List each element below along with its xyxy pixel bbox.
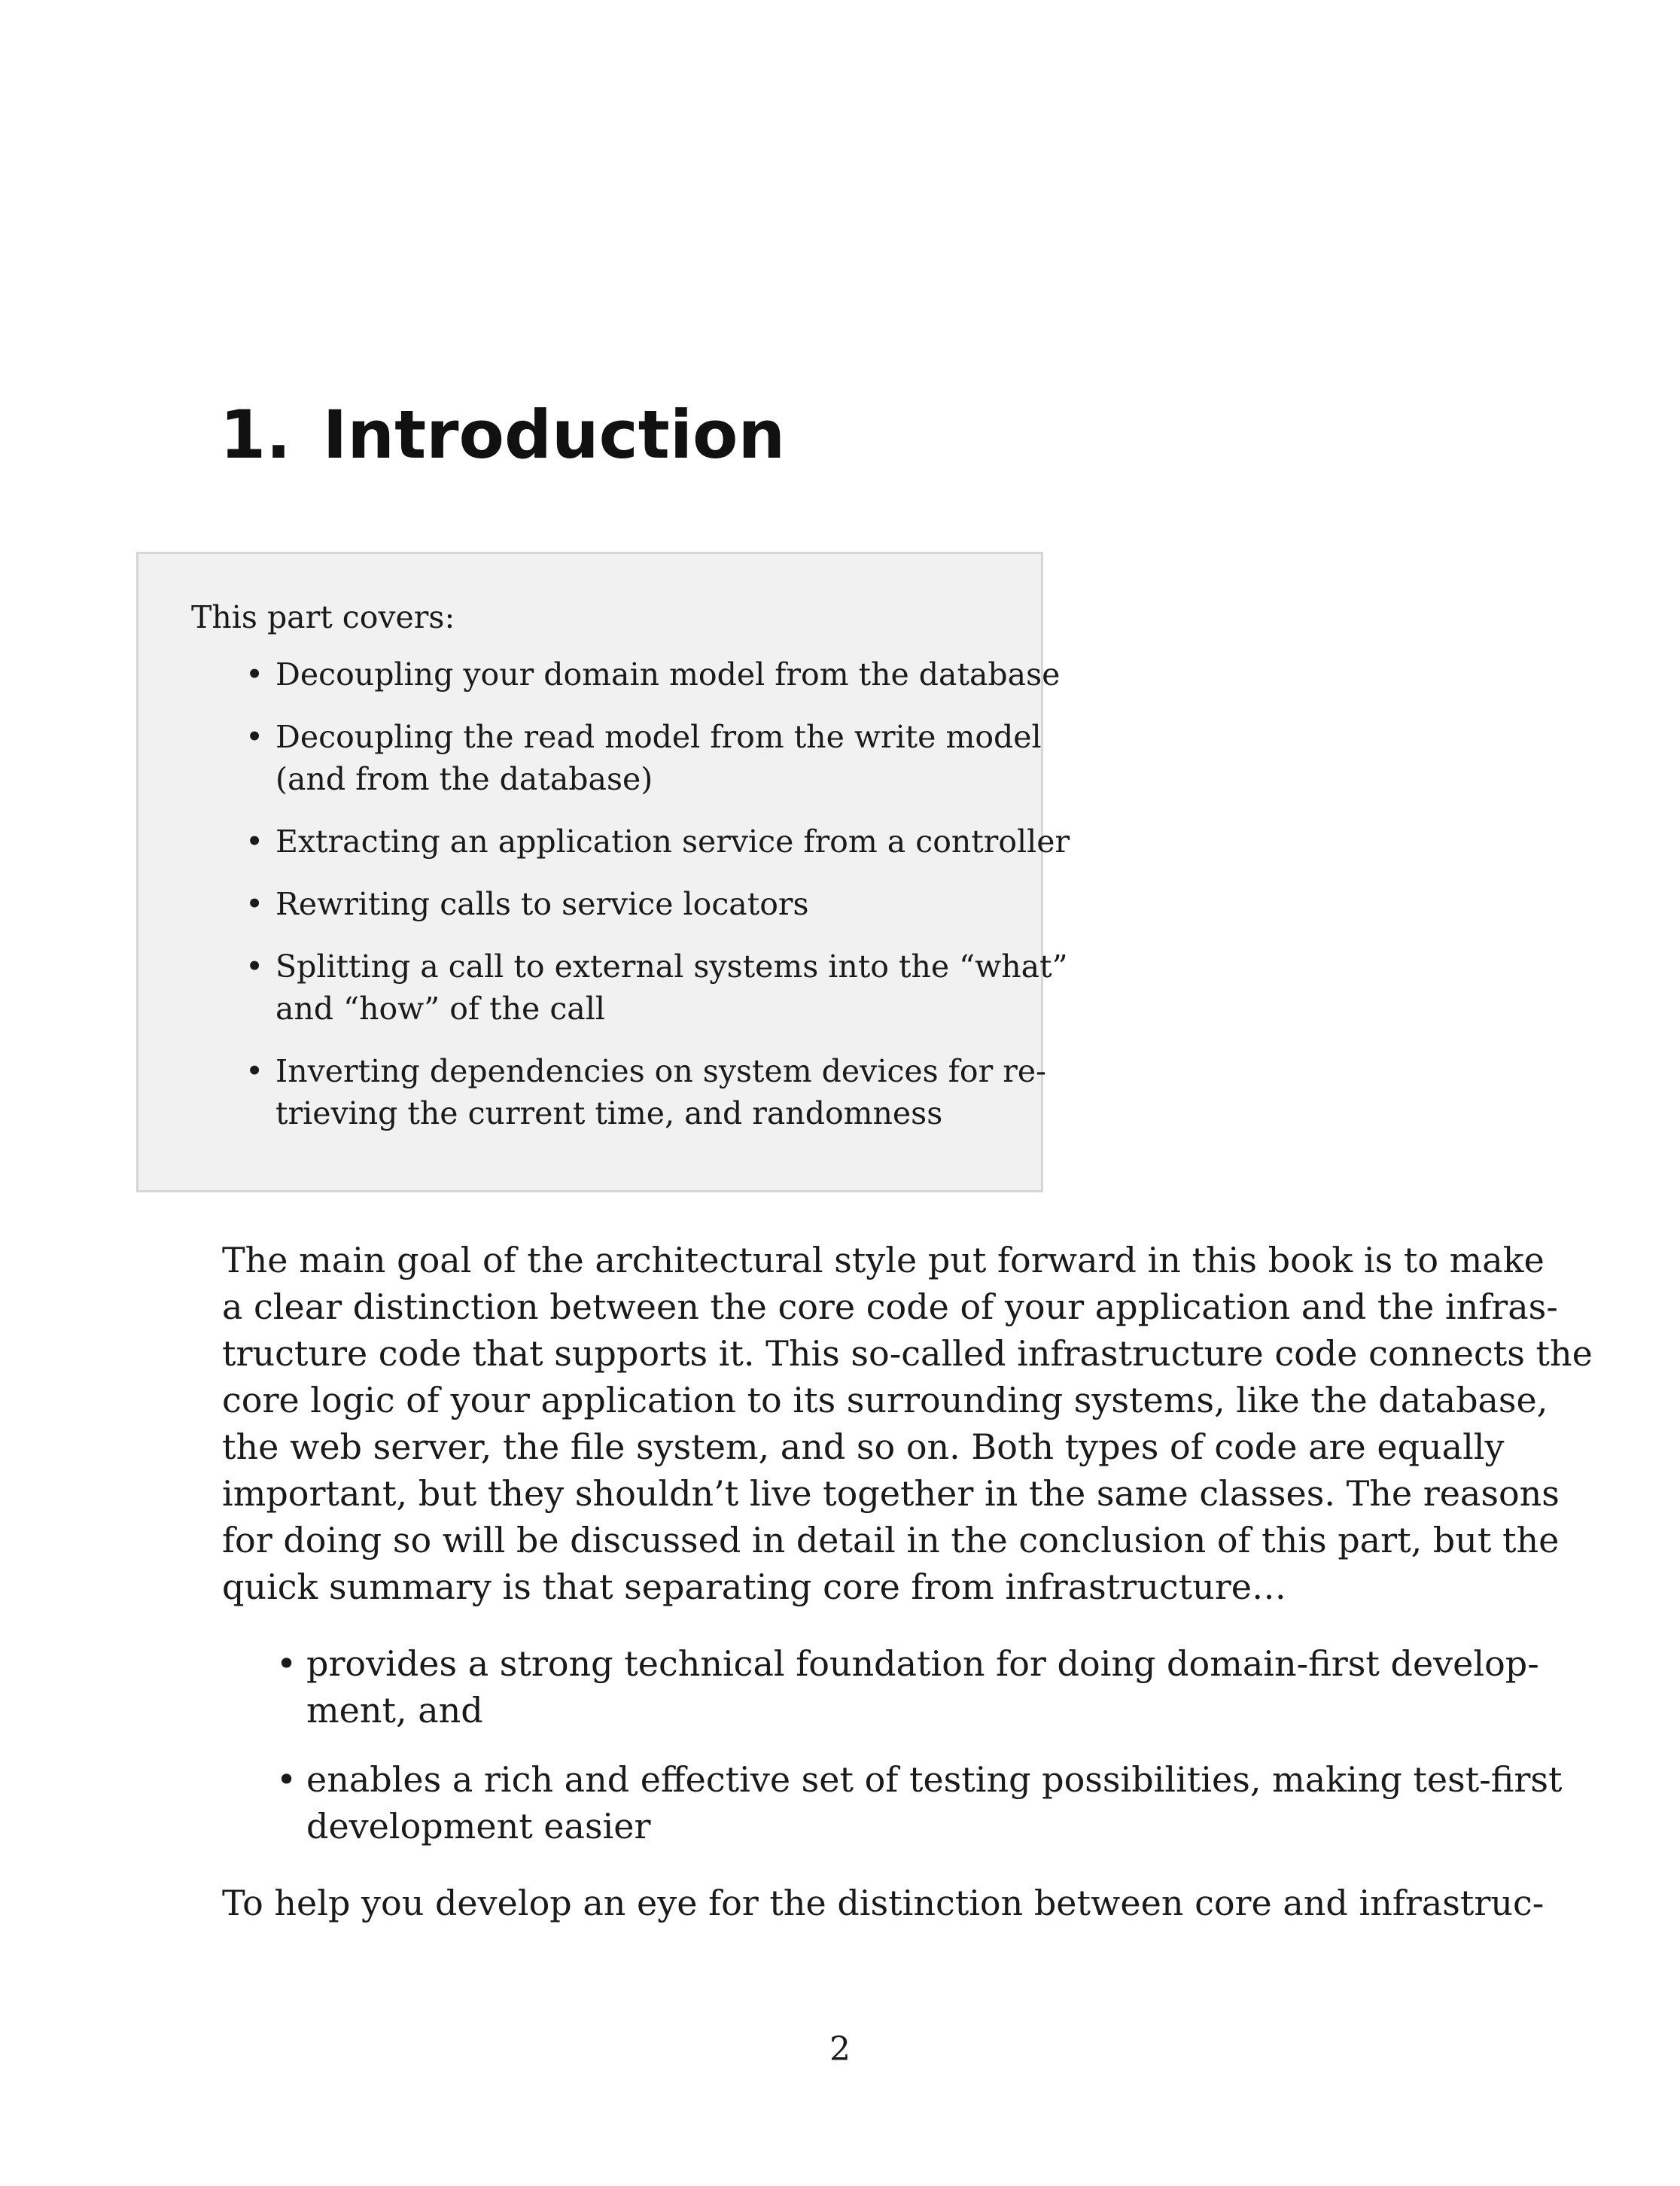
bullet-icon: • [245,719,264,755]
part-summary-box [136,552,1070,1192]
paragraph-line: for doing so will be discussed in detail in the conclusion of this part, but the [222,1520,1560,1560]
benefit-text: ment, and [306,1690,483,1731]
bullet-icon: • [245,824,264,860]
bullet-icon: • [245,656,264,693]
benefits-list-item [222,1640,1539,1734]
summary-list-item [191,716,1042,800]
paragraph-line: To help you develop an eye for the distinction between core and infrastruc- [222,1883,1545,1923]
benefit-text: provides a strong technical foundation for doing domain-first develop- [306,1643,1539,1684]
summary-item-text: Extracting an application service from a controller [275,824,1070,860]
summary-intro: This part covers: [191,599,455,635]
chapter-title-text: Introduction [322,396,786,473]
paragraph-line: a clear distinction between the core code of your application and the infras- [222,1286,1558,1327]
summary-list [191,653,1070,1134]
paragraph-line: quick summary is that separating core from infrastructure… [222,1566,1286,1607]
chapter-title [220,396,786,473]
bullet-icon: • [245,886,264,922]
benefits-list-item [222,1756,1563,1850]
bullet-icon: • [245,1053,264,1089]
benefit-text: development easier [306,1806,651,1847]
summary-list-item [191,883,1018,925]
bullet-icon: • [245,948,264,985]
summary-item-text: and “how” of the call [275,991,605,1027]
bullet-icon: • [276,1759,297,1800]
intro-paragraph [222,1237,1593,1610]
benefits-list [222,1640,1563,1872]
benefit-text: enables a rich and effective set of testing possibilities, making test-first [306,1759,1563,1800]
chapter-number: 1. [220,396,291,473]
paragraph-line: tructure code that supports it. This so-called infrastructure code connects the [222,1333,1593,1374]
paragraph-line: core logic of your application to its surrounding systems, like the database, [222,1380,1548,1420]
summary-item-text: (and from the database) [275,761,653,797]
continuation-paragraph [222,1880,1545,1926]
summary-list-item [191,945,1068,1030]
summary-list-item [191,821,1070,863]
summary-item-text: Rewriting calls to service locators [275,886,809,922]
paragraph-line: The main goal of the architectural style put forward in this book is to make [222,1240,1545,1280]
summary-list-item [191,653,1061,696]
summary-item-text: Decoupling the read model from the write model [275,719,1042,755]
summary-item-text: trieving the current time, and randomness [275,1095,943,1131]
paragraph-line: important, but they shouldn’t live together in the same classes. The reasons [222,1473,1560,1514]
paragraph-line: the web server, the file system, and so on. Both types of code are equally [222,1426,1505,1467]
summary-list-item [191,1050,1046,1134]
summary-item-text: Splitting a call to external systems into the “what” [275,948,1068,985]
bullet-icon: • [276,1643,297,1684]
page-number: 2 [829,2030,851,2069]
summary-item-text: Decoupling your domain model from the database [275,656,1061,693]
summary-item-text: Inverting dependencies on system devices for re- [275,1053,1046,1089]
